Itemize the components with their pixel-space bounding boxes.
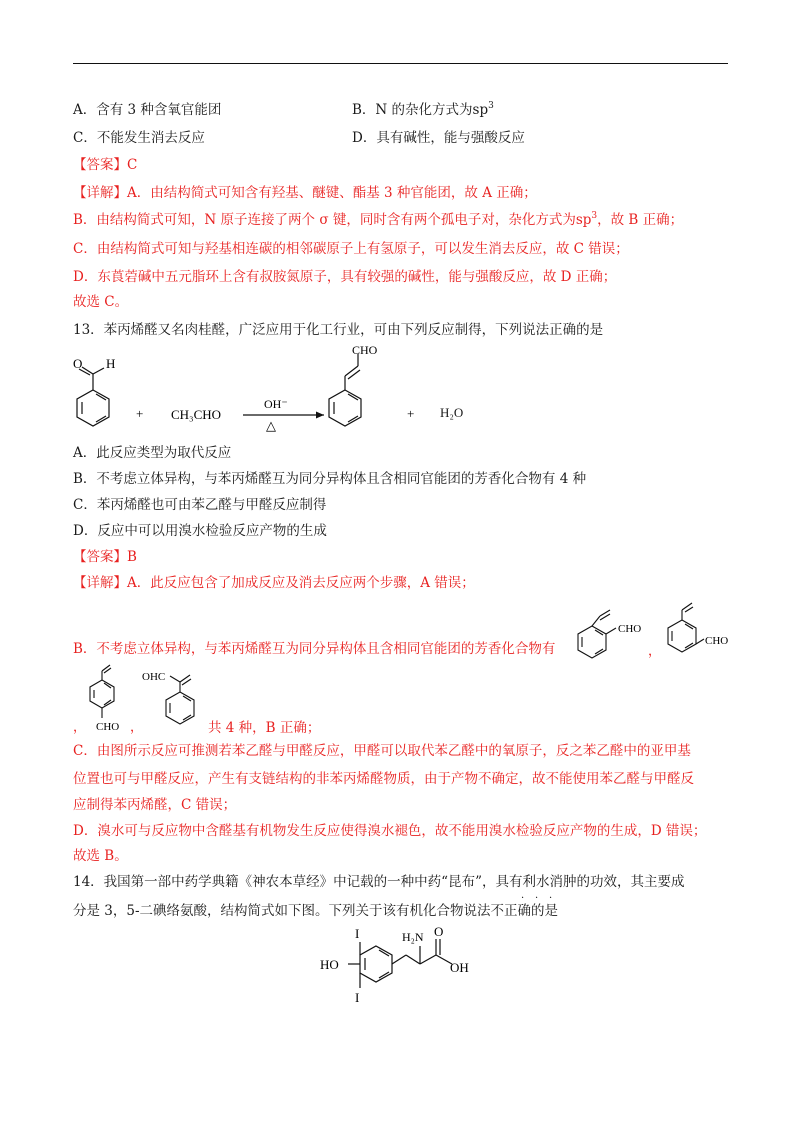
amino-group: H₂N [402,930,424,944]
q12-option-b: B．N 的杂化方式为$sp^3$ [352,101,494,118]
isomer-meta [660,598,740,668]
condition-heat: △ [266,418,276,433]
q12-detail-a: 【详解】A．由结构简式可知含有羟基、醚键、酯基 3 种官能团，故 A 正确； [73,185,537,201]
q13-option-d: D．反应中可以用溴水检验反应产物的生成 [73,523,327,539]
isomer-branched-ohc: OHC [142,671,166,683]
plus-sign-2: + [407,406,415,421]
q12-detail-c: C．由结构简式可知与羟基相连碳的相邻碳原子上有氢原子，可以发生消去反应，故 C 错误； [73,241,629,257]
plus-sign-1: + [136,406,144,421]
carbonyl-o: O [434,924,444,939]
q13-detail-b-tail: 共 4 种，B 正确； [208,720,321,736]
q13-detail-c-line1: C．由图所示反应可推测若苯乙醛与甲醛反应，甲醛可以取代苯乙醛中的氧原子，反之苯乙醛中的亚甲基 [73,743,691,759]
q13-detail-d: D．溴水可与反应物中含醛基有机物发生反应使得溴水褪色，故不能用溴水检验反应产物的生成，D 错误； [73,823,707,839]
q12-detail-d: D．东莨菪碱中五元脂环上含有叔胺氮原子，具有较强的碱性，能与强酸反应，故 D 正确； [73,269,617,285]
isomer-para-cho: CHO [96,721,120,732]
q14-stem-line2: 分是 3，5-二碘络氨酸，结构简式如下图。下列关于该有机化合物说法不正确的是 [73,903,559,919]
acetaldehyde: CH₃CHO [171,407,222,422]
q14-stem-line1: 14．我国第一部中药学典籍《神农本草经》中记载的一种中药“昆布”，具有利水消肿的功效，其主要成 [73,874,685,890]
arrow-icon [316,412,324,419]
q13-detail-b: B．不考虑立体异构，与苯丙烯醛互为同分异构体且含相同官能团的芳香化合物有 [73,641,556,657]
q13-detail-c-line3: 应制得苯丙烯醛，C 错误； [73,797,237,813]
isomer-meta-cho: CHO [705,635,729,647]
carboxyl-oh: OH [450,960,469,975]
hydroxyl-ho: HO [320,957,339,972]
q13-stem: 13．苯丙烯醛又名肉桂醛，广泛应用于化工行业，可由下列反应制得，下列说法正确的是 [73,322,604,338]
iodine-top: I [355,926,360,941]
q12-detail-b: B．由结构简式可知，N 原子连接了两个 σ 键，同时含有两个孤电子对，杂化方式为$sp^3$，故 B 正确； [73,211,684,228]
q13-detail-a: 【详解】A．此反应包含了加成反应及消去反应两个步骤，A 错误； [73,575,475,591]
emphasis-dot: · [549,893,553,904]
water: H₂O [440,405,464,420]
separator: ， [130,720,144,735]
q13-conclusion: 故选 B。 [73,848,128,864]
emphasis-dot: · [535,893,539,904]
q13-option-a: A．此反应类型为取代反应 [73,445,232,461]
separator: ， [648,644,662,659]
q13-answer: 【答案】B [73,549,137,565]
q12-option-d: D．具有碱性，能与强酸反应 [352,130,525,146]
iodine-bottom: I [355,990,360,1005]
q12-option-a: A．含有 3 种含氧官能团 [73,102,222,118]
header-rule [73,63,728,64]
q12-answer: 【答案】C [73,157,138,173]
q12-option-c: C．不能发生消去反应 [73,130,205,146]
q13-detail-c-line2: 位置也可与甲醛反应，产生有支链结构的非苯丙烯醛物质，由于产物不确定，故不能使用苯乙醛与甲醛反 [73,771,694,787]
isomer-ortho-cho: CHO [618,623,642,635]
separator: ， [73,720,87,735]
q13-option-b: B．不考虑立体异构，与苯丙烯醛互为同分异构体且含相同官能团的芳香化合物有 4 种 [73,471,587,487]
isomer-branched [140,662,215,732]
q14-structure-diiodotyrosine [310,922,500,1022]
q13-option-c: C．苯丙烯醛也可由苯乙醛与甲醛反应制得 [73,497,327,513]
q12-conclusion: 故选 C。 [73,294,129,310]
aldehyde-o: O [73,356,83,371]
aldehyde-h: H [106,356,116,371]
q13-reaction-scheme [60,340,480,440]
emphasis-dot: · [521,893,525,904]
product-cho: CHO [352,343,378,357]
isomer-ortho [570,600,650,670]
condition-base: OH⁻ [264,397,288,411]
